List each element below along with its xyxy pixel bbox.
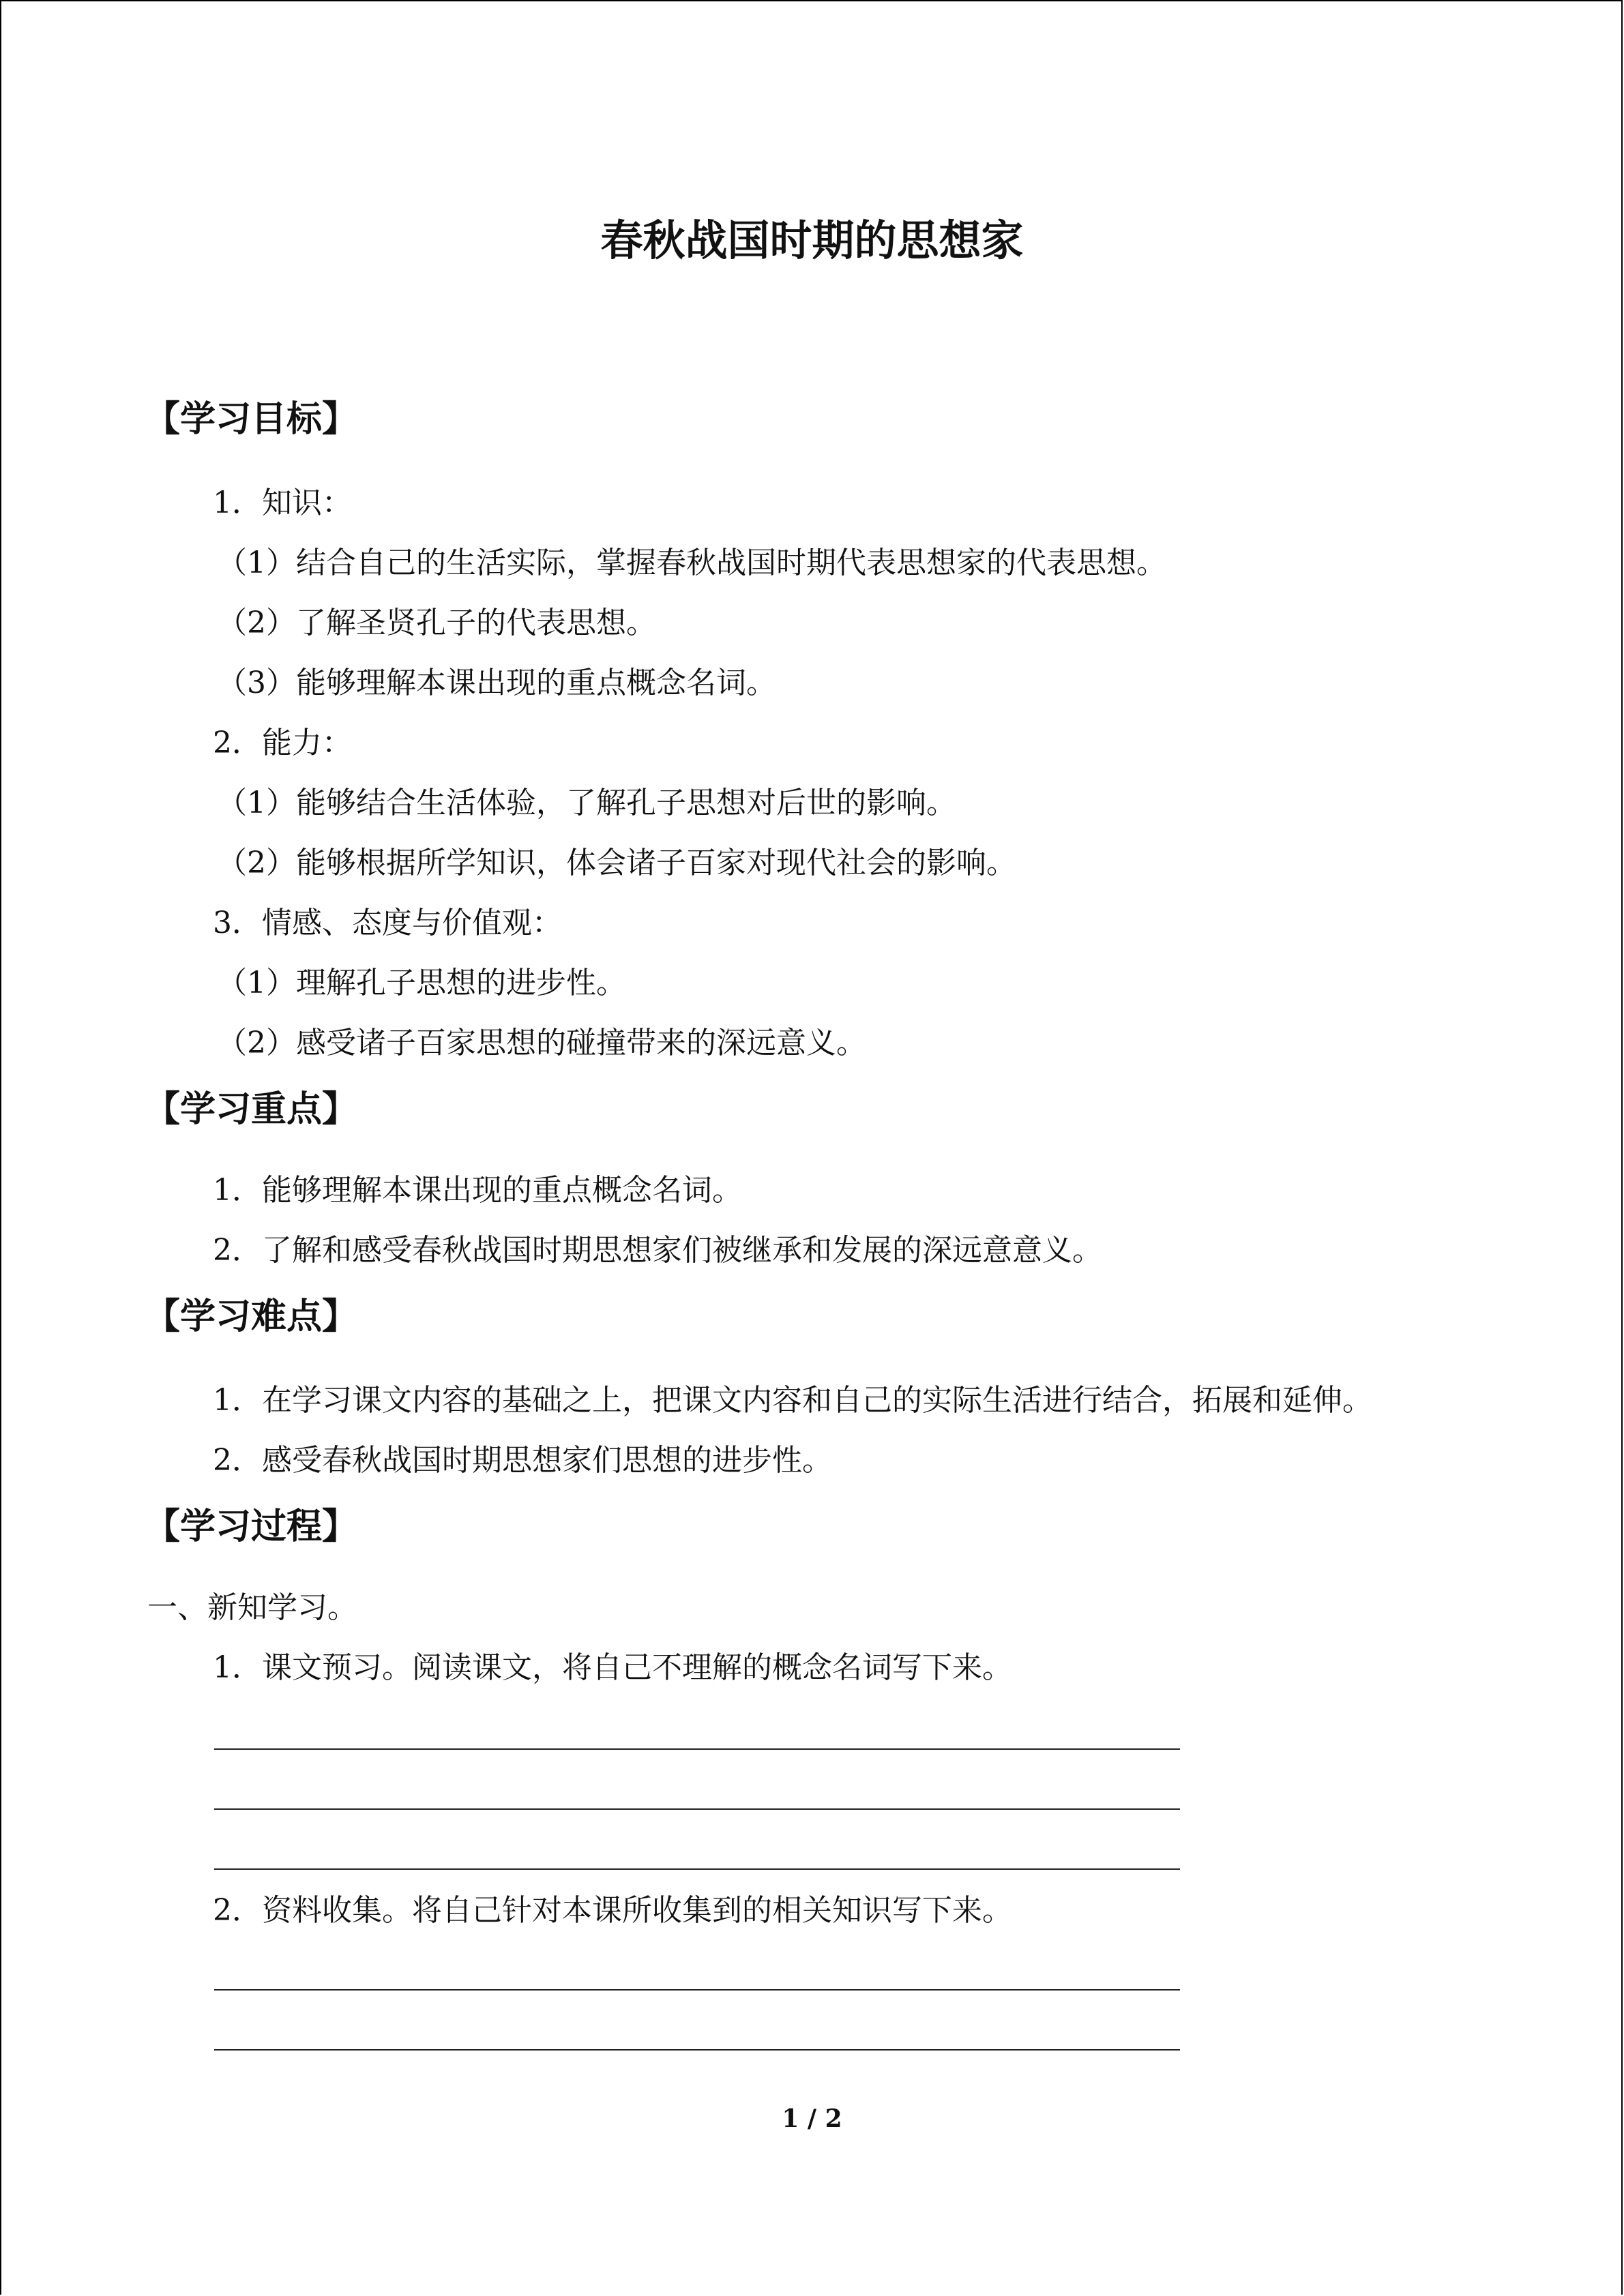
objective-ability-item: （2）能够根据所学知识，体会诸子百家对现代社会的影响。 [217, 846, 1016, 880]
answer-blank-line[interactable] [214, 1868, 1180, 1870]
answer-blank-line[interactable] [214, 1989, 1180, 1991]
objective-attitude-item: （1）理解孔子思想的进步性。 [217, 966, 626, 1000]
key-point-item: 2．了解和感受春秋战国时期思想家们被继承和发展的深远意意义。 [213, 1233, 1102, 1268]
answer-blank-line[interactable] [214, 2049, 1180, 2051]
process-heading: 【学习过程】 [145, 1506, 358, 1547]
difficulties-heading: 【学习难点】 [145, 1296, 358, 1337]
process-task-preview: 1．课文预习。阅读课文，将自己不理解的概念名词写下来。 [213, 1650, 1012, 1685]
key-points-heading: 【学习重点】 [145, 1088, 358, 1130]
page-number: 1 / 2 [782, 2104, 842, 2133]
document-title: 春秋战国时期的思想家 [600, 215, 1024, 265]
objective-attitude-label: 3．情感、态度与价值观： [213, 906, 562, 940]
objective-ability-label: 2．能力： [213, 726, 352, 760]
objective-knowledge-item: （2）了解圣贤孔子的代表思想。 [217, 606, 656, 640]
process-task-collect: 2．资料收集。将自己针对本课所收集到的相关知识写下来。 [213, 1893, 1012, 1928]
difficulty-item: 2．感受春秋战国时期思想家们思想的进步性。 [213, 1443, 832, 1478]
difficulty-item: 1．在学习课文内容的基础之上，把课文内容和自己的实际生活进行结合，拓展和延伸。 [213, 1383, 1372, 1418]
objective-knowledge-label: 1．知识： [213, 486, 352, 520]
objective-knowledge-item: （1）结合自己的生活实际，掌握春秋战国时期代表思想家的代表思想。 [217, 546, 1166, 580]
answer-blank-line[interactable] [214, 1748, 1180, 1750]
objective-attitude-item: （2）感受诸子百家思想的碰撞带来的深远意义。 [217, 1026, 866, 1060]
answer-blank-line[interactable] [214, 1808, 1180, 1810]
process-part-label: 一、新知学习。 [147, 1590, 357, 1625]
key-point-item: 1．能够理解本课出现的重点概念名词。 [213, 1173, 742, 1208]
objectives-heading: 【学习目标】 [145, 398, 358, 440]
objective-ability-item: （1）能够结合生活体验，了解孔子思想对后世的影响。 [217, 786, 956, 820]
objective-knowledge-item: （3）能够理解本课出现的重点概念名词。 [217, 666, 776, 700]
